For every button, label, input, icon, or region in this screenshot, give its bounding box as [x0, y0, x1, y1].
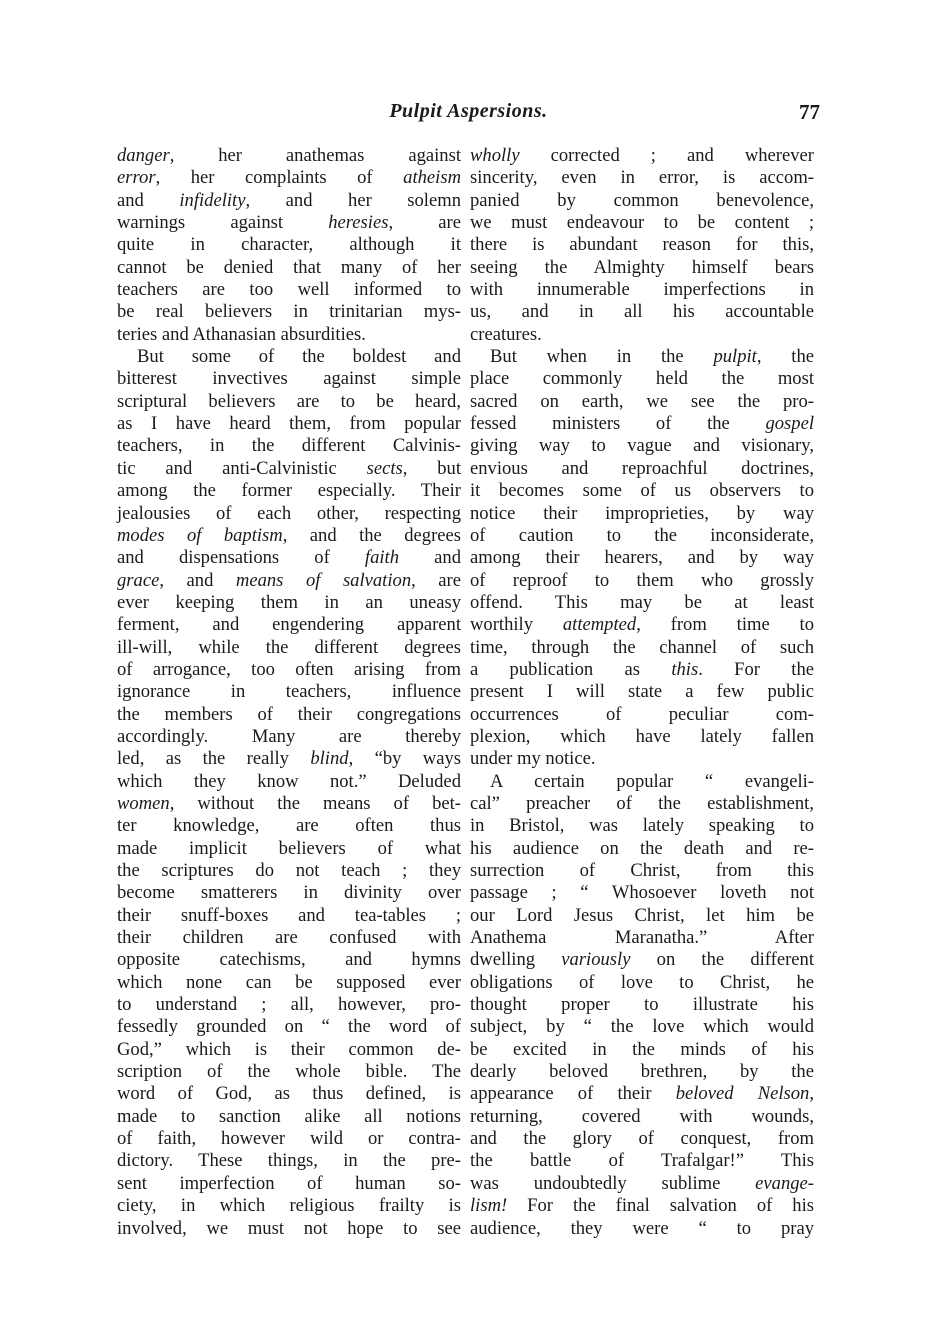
- text-line: [470, 279, 814, 301]
- text-segment: was undoubtedly sublime: [470, 1172, 756, 1194]
- text-line: [470, 525, 814, 547]
- italic-text: gospel: [765, 413, 814, 435]
- text-segment: But when in the: [490, 346, 714, 368]
- text-line: [117, 167, 461, 189]
- text-segment: the battle of Trafalgar!” This: [470, 1150, 814, 1172]
- italic-text: beloved Nelson: [675, 1083, 810, 1105]
- text-segment: word of God, as thus defined, is: [117, 1083, 461, 1105]
- text-line: [117, 547, 461, 569]
- text-segment: sincerity, even in error, is accom-: [470, 167, 814, 189]
- text-line: [117, 190, 461, 212]
- text-segment: of caution to the inconsiderate,: [470, 524, 814, 546]
- text-segment: ferment, and engendering apparent: [117, 614, 461, 636]
- text-segment: and dispensations of: [117, 547, 365, 569]
- text-column-left: [117, 145, 461, 1240]
- text-segment: accordingly. Many are thereby: [117, 725, 461, 747]
- text-line: [470, 324, 814, 346]
- text-line: [470, 167, 814, 189]
- text-line: [117, 1106, 461, 1128]
- text-segment: among the former especially. Their: [117, 480, 461, 502]
- text-segment: and the glory of conquest, from: [470, 1128, 814, 1150]
- text-line: [470, 145, 814, 167]
- text-line: [117, 503, 461, 525]
- text-line: [117, 1195, 461, 1217]
- text-line: [470, 1218, 814, 1240]
- italic-text: grace: [117, 569, 160, 591]
- text-line: [470, 614, 814, 636]
- text-segment: sent imperfection of human so-: [117, 1172, 461, 1194]
- text-segment: teachers are too well informed to: [117, 279, 461, 301]
- italic-text: heresies: [328, 212, 389, 234]
- text-line: [470, 1061, 814, 1083]
- text-line: [470, 257, 814, 279]
- text-line: [470, 882, 814, 904]
- text-segment: sacred on earth, we see the pro-: [470, 390, 814, 412]
- text-segment: their children are confused with: [117, 927, 461, 949]
- text-segment: be excited in the minds of his: [470, 1038, 814, 1060]
- text-segment: For the final salvation of his: [507, 1195, 814, 1217]
- text-line: [470, 301, 814, 323]
- italic-text: attempted: [562, 614, 637, 636]
- text-segment: of arrogance, too often arising from: [117, 658, 461, 680]
- text-segment: which they know not.” Deluded: [117, 770, 461, 792]
- text-segment: jealousies of each other, respecting: [117, 502, 461, 524]
- text-line: [470, 1128, 814, 1150]
- text-line: [470, 1173, 814, 1195]
- italic-text: means of salvation: [235, 569, 412, 591]
- text-line: [117, 815, 461, 837]
- text-line: [470, 190, 814, 212]
- text-segment: dictory. These things, in the pre-: [117, 1150, 461, 1172]
- text-segment: plexion, which have lately fallen: [470, 725, 814, 747]
- text-line: [117, 838, 461, 860]
- text-segment: , without the means of bet-: [169, 792, 461, 814]
- text-line: [117, 391, 461, 413]
- text-segment: his audience on the death and re-: [470, 837, 814, 859]
- text-line: [470, 704, 814, 726]
- text-line: [117, 570, 461, 592]
- text-line: [470, 480, 814, 502]
- italic-text: wholly: [470, 145, 520, 166]
- italic-text: blind: [310, 748, 349, 770]
- text-line: [470, 726, 814, 748]
- text-line: [117, 480, 461, 502]
- text-line: [470, 234, 814, 256]
- text-segment: which none can be supposed ever: [117, 971, 461, 993]
- text-segment: , and: [159, 569, 236, 591]
- text-line: [470, 570, 814, 592]
- text-segment: obligations of love to Christ, he: [470, 971, 814, 993]
- text-line: [470, 413, 814, 435]
- text-segment: teachers, in the different Calvinis-: [117, 435, 461, 457]
- text-line: [470, 592, 814, 614]
- text-line: [470, 994, 814, 1016]
- text-line: [117, 279, 461, 301]
- italic-text: this: [671, 658, 699, 680]
- text-line: [470, 748, 814, 770]
- text-segment: surrection of Christ, from this: [470, 860, 814, 881]
- text-segment: place commonly held the most: [470, 368, 814, 390]
- text-segment: ciety, in which religious frailty is: [117, 1195, 461, 1217]
- italic-text: error: [117, 167, 156, 189]
- text-line: [470, 1083, 814, 1105]
- text-segment: and: [399, 547, 461, 569]
- text-segment: cal” preacher of the establishment,: [470, 792, 814, 814]
- text-line: [117, 905, 461, 927]
- text-segment: Anathema Maranatha.” After: [470, 927, 814, 949]
- text-segment: audience, they were “ to pray: [470, 1217, 814, 1239]
- text-line: [117, 592, 461, 614]
- text-segment: involved, we must not hope to see: [117, 1217, 461, 1239]
- text-segment: it becomes some of us observers to: [470, 480, 814, 502]
- text-segment: ,: [809, 1083, 815, 1105]
- italic-text: women: [117, 792, 170, 814]
- italic-text: modes of baptism: [117, 524, 283, 546]
- text-segment: led, as the really: [117, 748, 311, 770]
- text-segment: and: [117, 189, 180, 211]
- text-line: [470, 905, 814, 927]
- text-line: [117, 659, 461, 681]
- text-segment: , the: [756, 346, 814, 368]
- text-segment: , but: [402, 457, 461, 479]
- text-segment: ever keeping them in an uneasy: [117, 591, 461, 613]
- text-segment: the members of their congregations: [117, 703, 461, 725]
- running-title: Pulpit Aspersions.: [389, 100, 548, 122]
- text-line: [470, 972, 814, 994]
- text-line: [117, 212, 461, 234]
- text-segment: us, and in all his accountable: [470, 301, 814, 323]
- text-segment: our Lord Jesus Christ, let him be: [470, 904, 814, 926]
- text-line: [470, 368, 814, 390]
- text-line: [470, 771, 814, 793]
- text-line: [470, 547, 814, 569]
- italic-text: sects: [366, 457, 403, 479]
- text-segment: returning, covered with wounds,: [470, 1105, 814, 1127]
- text-line: [117, 726, 461, 748]
- text-segment: . For the: [698, 658, 814, 680]
- text-line: [117, 1016, 461, 1038]
- text-line: [117, 748, 461, 770]
- text-segment: time, through the channel of such: [470, 636, 814, 658]
- text-segment: , are: [411, 569, 462, 591]
- text-line: [117, 793, 461, 815]
- text-line: [117, 704, 461, 726]
- text-line: [470, 681, 814, 703]
- text-segment: be real believers in trinitarian mys-: [117, 301, 461, 323]
- text-line: [117, 1083, 461, 1105]
- text-segment: present I will state a few public: [470, 681, 814, 703]
- text-line: [117, 637, 461, 659]
- text-line: [117, 368, 461, 390]
- italic-text: lism!: [470, 1195, 508, 1217]
- text-line: [117, 882, 461, 904]
- text-segment: we must endeavour to be content ;: [470, 212, 814, 234]
- text-segment: , from time to: [636, 614, 814, 636]
- text-line: [117, 949, 461, 971]
- text-segment: with innumerable imperfections in: [470, 279, 814, 301]
- text-line: [117, 458, 461, 480]
- text-segment: a publication as: [470, 658, 672, 680]
- text-segment: A certain popular “ evangeli-: [490, 770, 814, 792]
- text-line: [470, 1150, 814, 1172]
- text-segment: of faith, however wild or contra-: [117, 1128, 461, 1150]
- text-segment: become smatterers in divinity over: [117, 882, 461, 904]
- text-segment: among their hearers, and by way: [470, 547, 814, 569]
- text-line: [117, 234, 461, 256]
- italic-text: faith: [364, 547, 400, 569]
- text-line: [117, 927, 461, 949]
- text-segment: scription of the whole bible. The: [117, 1061, 461, 1083]
- text-segment: quite in character, although it: [117, 234, 461, 256]
- text-line: [470, 212, 814, 234]
- text-line: [117, 346, 461, 368]
- text-segment: to understand ; all, however, pro-: [117, 994, 461, 1016]
- text-segment: , her anathemas against: [169, 145, 461, 166]
- text-line: [470, 1039, 814, 1061]
- text-segment: , her complaints of: [155, 167, 404, 189]
- text-segment: cannot be denied that many of her: [117, 256, 461, 278]
- text-segment: , “by ways: [348, 748, 461, 770]
- italic-text: infidelity: [179, 189, 246, 211]
- text-segment: panied by common benevolence,: [470, 189, 814, 211]
- text-segment: corrected ; and wherever: [519, 145, 814, 166]
- page-header: [117, 100, 820, 130]
- text-line: [117, 1128, 461, 1150]
- text-line: [117, 972, 461, 994]
- text-segment: in Bristol, was lately speaking to: [470, 815, 814, 837]
- text-segment: creatures.: [470, 323, 542, 345]
- text-segment: ill-will, while the different degrees: [117, 636, 461, 658]
- text-segment: God,” which is their common de-: [117, 1038, 461, 1060]
- text-segment: , and the degrees: [282, 524, 461, 546]
- text-segment: subject, by “ the love which would: [470, 1016, 814, 1038]
- text-segment: occurrences of peculiar com-: [470, 703, 814, 725]
- text-segment: notice their improprieties, by way: [470, 502, 814, 524]
- text-segment: offend. This may be at least: [470, 591, 814, 613]
- text-segment: appearance of their: [470, 1083, 676, 1105]
- text-line: [117, 435, 461, 457]
- italic-text: evange-: [755, 1172, 814, 1194]
- text-segment: passage ; “ Whosoever loveth not: [470, 882, 814, 904]
- text-segment: under my notice.: [470, 748, 596, 770]
- text-column-right: [470, 145, 814, 1240]
- text-line: [470, 346, 814, 368]
- text-line: [117, 257, 461, 279]
- text-segment: of reproof to them who grossly: [470, 569, 814, 591]
- text-segment: teries and Athanasian absurdities.: [117, 323, 366, 345]
- text-line: [470, 637, 814, 659]
- text-line: [117, 1150, 461, 1172]
- text-segment: But some of the boldest and: [137, 346, 461, 368]
- text-segment: made implicit believers of what: [117, 837, 461, 859]
- text-line: [117, 1173, 461, 1195]
- text-line: [470, 458, 814, 480]
- text-segment: seeing the Almighty himself bears: [470, 256, 814, 278]
- text-line: [117, 413, 461, 435]
- text-segment: , are: [388, 212, 461, 234]
- italic-text: pulpit: [713, 346, 757, 368]
- text-segment: ignorance in teachers, influence: [117, 681, 461, 703]
- text-line: [470, 1016, 814, 1038]
- text-segment: scriptural believers are to be heard,: [117, 390, 461, 412]
- text-line: [470, 659, 814, 681]
- page-number: 77: [799, 100, 820, 124]
- text-segment: worthily: [470, 614, 563, 636]
- text-segment: , and her solemn: [245, 189, 461, 211]
- text-line: [470, 860, 814, 882]
- text-line: [117, 324, 461, 346]
- text-line: [470, 927, 814, 949]
- text-segment: thought proper to illustrate his: [470, 994, 814, 1016]
- text-line: [117, 994, 461, 1016]
- text-segment: bitterest invectives against simple: [117, 368, 461, 390]
- text-line: [470, 793, 814, 815]
- text-line: [470, 503, 814, 525]
- text-line: [117, 1218, 461, 1240]
- text-line: [117, 771, 461, 793]
- text-line: [117, 681, 461, 703]
- text-segment: fessed ministers of the: [470, 413, 766, 435]
- text-segment: made to sanction alike all notions: [117, 1105, 461, 1127]
- text-segment: tic and anti-Calvinistic: [117, 457, 367, 479]
- text-segment: as I have heard them, from popular: [117, 413, 461, 435]
- text-line: [470, 1106, 814, 1128]
- text-segment: on the different: [630, 949, 814, 971]
- text-line: [117, 860, 461, 882]
- italic-text: danger: [117, 145, 170, 166]
- text-line: [470, 391, 814, 413]
- text-line: [117, 525, 461, 547]
- text-segment: the scriptures do not teach ; they: [117, 860, 461, 881]
- text-segment: fessedly grounded on “ the word of: [117, 1016, 461, 1038]
- text-segment: warnings against: [117, 212, 329, 234]
- text-line: [117, 301, 461, 323]
- italic-text: atheism: [403, 167, 461, 189]
- text-line: [117, 614, 461, 636]
- text-segment: giving way to vague and visionary,: [470, 435, 814, 457]
- text-line: [470, 949, 814, 971]
- text-segment: dearly beloved brethren, by the: [470, 1061, 814, 1083]
- text-segment: there is abundant reason for this,: [470, 234, 814, 256]
- text-segment: envious and reproachful doctrines,: [470, 457, 814, 479]
- text-line: [470, 815, 814, 837]
- text-segment: dwelling: [470, 949, 562, 971]
- text-segment: opposite catechisms, and hymns: [117, 949, 461, 971]
- text-line: [470, 1195, 814, 1217]
- text-line: [117, 145, 461, 167]
- italic-text: variously: [561, 949, 631, 971]
- text-line: [470, 838, 814, 860]
- text-segment: their snuff-boxes and tea-tables ;: [117, 904, 461, 926]
- text-line: [117, 1061, 461, 1083]
- text-segment: ter knowledge, are often thus: [117, 815, 461, 837]
- text-line: [117, 1039, 461, 1061]
- text-line: [470, 435, 814, 457]
